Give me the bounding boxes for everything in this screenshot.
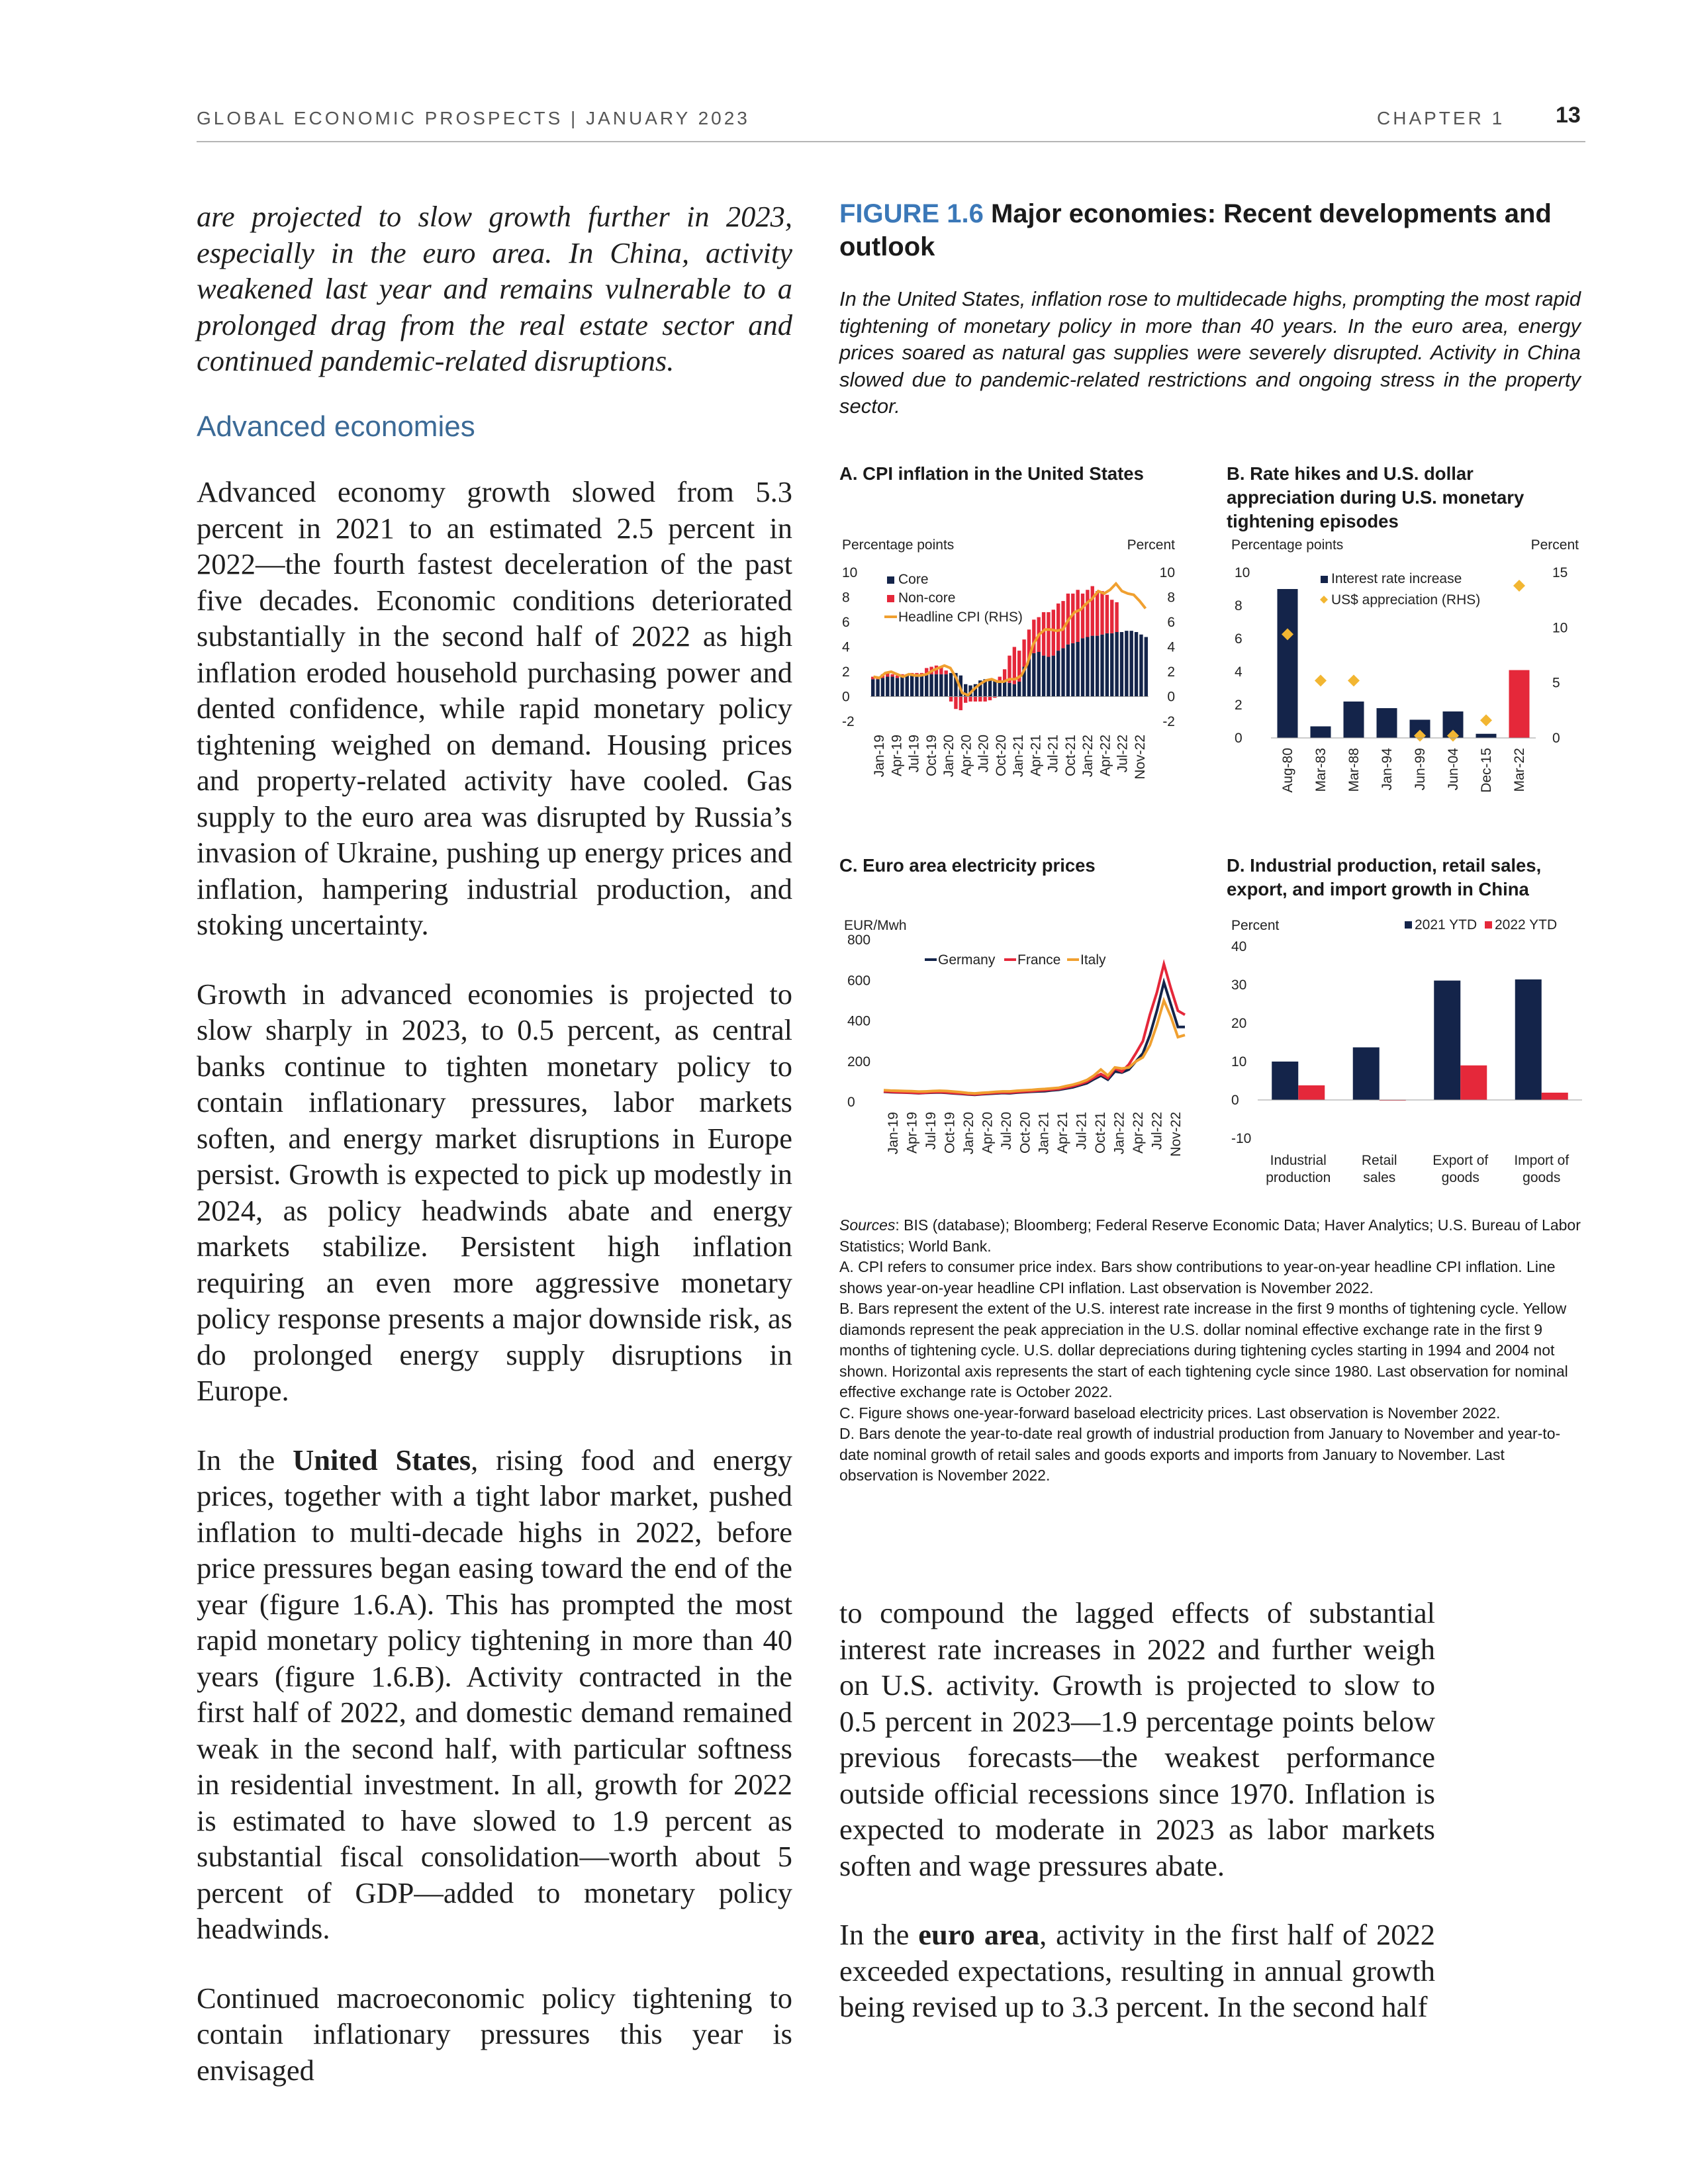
x-tick-label: Import of bbox=[1514, 1153, 1570, 1168]
legend-core: Core bbox=[898, 572, 929, 587]
legend-swatch-usd bbox=[1320, 596, 1328, 604]
x-tick-label: Jan-94 bbox=[1380, 748, 1395, 791]
diamond-usd-appreciation bbox=[1513, 580, 1525, 592]
x-tick-label: Dec-15 bbox=[1479, 748, 1494, 793]
x-tick-label: Jul-21 bbox=[1045, 735, 1061, 773]
x-tick-label: Apr-22 bbox=[1098, 735, 1113, 777]
bar-non-core bbox=[1100, 591, 1103, 635]
bar-non-core bbox=[998, 677, 1002, 681]
panel-b-title: B. Rate hikes and U.S. dollar appreciation during U.S. monetary tightening episodes bbox=[1227, 463, 1524, 531]
bar-core bbox=[1135, 632, 1138, 697]
x-tick-label: Mar-22 bbox=[1512, 748, 1527, 792]
y-tick-label: 4 bbox=[1235, 664, 1243, 680]
running-header: GLOBAL ECONOMIC PROSPECTS | JANUARY 2023 bbox=[197, 108, 750, 128]
panel-c-title: C. Euro area electricity prices bbox=[839, 855, 1096, 876]
bar-core bbox=[896, 678, 899, 696]
bar-core bbox=[1032, 653, 1035, 697]
bar-non-core bbox=[1003, 669, 1006, 680]
bar-non-core bbox=[954, 697, 957, 709]
line-germany bbox=[884, 982, 1185, 1095]
paragraph: to compound the lagged effects of substantial interest rate increases in 2022 and further weigh on U.S. activity. Growth is projected to slow to 0.5 percent in 2023—1.9 percentage points below previous forecasts—the weakest performance outside official recessions since 1970. Inflation is expected to moderate in 2023 as labor markets soften and wage pressures abate. bbox=[839, 1596, 1435, 1882]
legend-swatch-rate bbox=[1321, 576, 1328, 583]
bar-rate-increase bbox=[1278, 589, 1298, 738]
bar-2022-ytd bbox=[1460, 1066, 1487, 1100]
diamond-usd-appreciation bbox=[1315, 674, 1327, 686]
header-rule bbox=[197, 141, 1585, 142]
y-tick-label-right: 10 bbox=[1552, 620, 1568, 636]
bar-non-core bbox=[1056, 604, 1060, 651]
x-tick-label: Retail bbox=[1361, 1153, 1397, 1168]
bar-2022-ytd bbox=[1542, 1093, 1568, 1100]
bar-core bbox=[881, 678, 884, 696]
y-tick-label-right: 8 bbox=[1167, 590, 1175, 606]
x-tick-label: Apr-19 bbox=[889, 735, 905, 777]
legend-usd: US$ appreciation (RHS) bbox=[1331, 592, 1481, 608]
x-tick-label: Export of bbox=[1432, 1153, 1489, 1168]
y-tick-label-right: 4 bbox=[1167, 639, 1175, 655]
bar-2021-ytd bbox=[1515, 979, 1542, 1100]
x-tick-label: Apr-21 bbox=[1055, 1112, 1071, 1154]
paragraph: Advanced economy growth slowed from 5.3 percent in 2021 to an estimated 2.5 percent in 2022—the fourth fastest deceleration of the past five decades. Economic conditions deteriorated substantially in the second half of 2022 as high inflation eroded household purchasing power and dented confidence, while rapid monetary policy tightening weighed on demand. Housing prices and property-related activity have cooled. Gas supply to the euro area was disrupted by Russia’s invasion of Ukraine, pushing up energy prices and inflation, hampering industrial production, and stoking uncertainty. bbox=[197, 475, 792, 941]
note-c: C. Figure shows one-year-forward baseload electricity prices. Last observation is November 2022. bbox=[839, 1404, 1501, 1422]
x-tick-label: Oct-21 bbox=[1062, 735, 1078, 777]
bar-non-core bbox=[1071, 594, 1074, 643]
y-tick-label: 0 bbox=[847, 1095, 855, 1110]
bar-core bbox=[1086, 637, 1089, 697]
bar-non-core bbox=[945, 670, 948, 674]
legend-non-core: Non-core bbox=[898, 590, 956, 606]
bar-core bbox=[1008, 683, 1011, 697]
sources-label: Sources bbox=[839, 1216, 896, 1234]
bar-non-core bbox=[1110, 600, 1113, 633]
y-tick-label: 10 bbox=[842, 565, 858, 580]
y-axis-label-left: Percentage points bbox=[1231, 537, 1344, 553]
figure-notes bbox=[839, 1215, 1583, 1486]
x-tick-label: Nov-22 bbox=[1168, 1112, 1184, 1157]
legend-rate: Interest rate increase bbox=[1331, 571, 1462, 586]
bar-rate-increase bbox=[1344, 702, 1364, 738]
bar-core bbox=[993, 680, 996, 696]
legend-headline: Headline CPI (RHS) bbox=[898, 610, 1023, 625]
bar-core bbox=[900, 677, 904, 697]
legend-swatch-2022 bbox=[1485, 921, 1492, 929]
y-tick-label-right: 2 bbox=[1167, 664, 1175, 680]
x-tick-label: Apr-20 bbox=[959, 735, 974, 777]
bar-core bbox=[1105, 633, 1109, 697]
chapter-label: CHAPTER 1 bbox=[1377, 108, 1505, 128]
bar-core bbox=[939, 674, 943, 697]
x-tick-label: Jun-99 bbox=[1413, 748, 1428, 791]
intro-paragraph: are projected to slow growth further in 2023, especially in the euro area. In China, activity weakened last year and remains vulnerable to a prolonged drag from the real estate sector and continued pandemic-related disruptions. bbox=[197, 200, 792, 377]
y-tick-label: 0 bbox=[842, 689, 850, 705]
bar-non-core bbox=[978, 697, 982, 702]
y-tick-label-right: 0 bbox=[1552, 731, 1560, 746]
y-tick-label: 8 bbox=[842, 590, 850, 606]
y-tick-label: 40 bbox=[1231, 939, 1247, 954]
bar-core bbox=[910, 676, 914, 697]
x-tick-label: Jan-21 bbox=[1011, 735, 1027, 778]
x-tick-label: goods bbox=[1523, 1170, 1561, 1185]
bar-non-core bbox=[974, 697, 977, 702]
x-tick-label: Jan-19 bbox=[872, 735, 888, 778]
bar-rate-increase bbox=[1377, 708, 1397, 738]
y-tick-label: 800 bbox=[847, 933, 871, 948]
x-tick-label: Oct-19 bbox=[942, 1112, 958, 1154]
bar-core bbox=[920, 676, 923, 697]
bar-core bbox=[1037, 652, 1041, 697]
bar-core bbox=[945, 674, 948, 697]
x-tick-label: Jan-19 bbox=[886, 1112, 902, 1155]
y-axis-label-left: Percentage points bbox=[842, 537, 955, 553]
bar-core bbox=[1100, 635, 1103, 697]
bar-core bbox=[1110, 633, 1113, 697]
line-france bbox=[884, 964, 1185, 1095]
bar-core bbox=[1076, 642, 1079, 697]
bar-core bbox=[935, 674, 938, 697]
bar-non-core bbox=[1047, 612, 1050, 657]
x-tick-label: Mar-83 bbox=[1313, 748, 1329, 792]
y-tick-label: 200 bbox=[847, 1054, 871, 1069]
x-tick-label: Jul-22 bbox=[1115, 735, 1131, 773]
bar-core bbox=[949, 673, 953, 697]
bar-non-core bbox=[1105, 595, 1109, 633]
text: In the bbox=[839, 1918, 919, 1951]
bar-core bbox=[915, 674, 918, 697]
y-tick-label: 8 bbox=[1235, 598, 1243, 614]
bar-non-core bbox=[959, 697, 962, 711]
bar-core bbox=[1081, 638, 1084, 696]
panel-d-title: D. Industrial production, retail sales, export, and import growth in China bbox=[1227, 855, 1542, 899]
figure-title-text: Major economies: Recent developments and outlook bbox=[839, 199, 1552, 261]
x-tick-label: Jun-04 bbox=[1446, 748, 1461, 791]
bar-rate-increase bbox=[1311, 727, 1331, 739]
figure-title bbox=[839, 197, 1581, 263]
bold-term: euro area bbox=[918, 1918, 1040, 1951]
x-tick-label: Jan-22 bbox=[1111, 1112, 1127, 1155]
bar-non-core bbox=[1115, 602, 1118, 632]
y-tick-label: -2 bbox=[842, 714, 855, 729]
bar-core bbox=[890, 677, 894, 697]
x-tick-label: Apr-19 bbox=[904, 1112, 920, 1154]
x-tick-label: sales bbox=[1363, 1170, 1396, 1185]
figure-subtitle: In the United States, inflation rose to multidecade highs, prompting the most rapid tightening of monetary policy in more than 40 years. In the euro area, energy prices soared as natural gas supplies were severely disrupted. Activity in China slowed due to pandemic-related restrictions and ongoing stress in the property sector. bbox=[839, 287, 1581, 418]
bar-core bbox=[1125, 631, 1128, 696]
bar-rate-increase bbox=[1476, 734, 1497, 738]
y-tick-label: 20 bbox=[1231, 1016, 1247, 1031]
y-axis-label: Percent bbox=[1231, 918, 1280, 933]
y-axis-label: EUR/Mwh bbox=[844, 918, 907, 933]
y-tick-label: 30 bbox=[1231, 978, 1247, 993]
bar-core bbox=[1071, 643, 1074, 697]
x-tick-label: Jul-20 bbox=[976, 735, 992, 773]
bar-core bbox=[1096, 636, 1099, 697]
y-tick-label-right: 0 bbox=[1167, 689, 1175, 705]
bar-core bbox=[871, 679, 874, 696]
y-tick-label: -10 bbox=[1231, 1131, 1252, 1146]
bold-term: United States bbox=[293, 1443, 471, 1477]
bar-core bbox=[925, 674, 928, 697]
bar-2022-ytd bbox=[1298, 1085, 1325, 1100]
bar-non-core bbox=[1052, 610, 1055, 655]
legend-2022: 2022 YTD bbox=[1495, 917, 1558, 933]
bar-non-core bbox=[964, 697, 967, 703]
bar-core bbox=[1091, 636, 1094, 697]
bar-non-core bbox=[968, 697, 972, 702]
bar-core bbox=[1145, 637, 1148, 697]
x-tick-label: Aug-80 bbox=[1280, 748, 1295, 793]
y-tick-label-right: 6 bbox=[1167, 615, 1175, 630]
y-tick-label-right: 15 bbox=[1552, 565, 1568, 580]
y-axis-label-right: Percent bbox=[1530, 537, 1579, 553]
left-column bbox=[197, 474, 792, 2121]
x-tick-label: Jul-22 bbox=[1149, 1112, 1165, 1150]
y-tick-label: 2 bbox=[842, 664, 850, 680]
y-tick-label: 6 bbox=[1235, 631, 1243, 647]
bar-core bbox=[1047, 657, 1050, 697]
bar-core bbox=[929, 674, 933, 697]
bar-non-core bbox=[890, 674, 894, 677]
bar-non-core bbox=[1096, 591, 1099, 636]
bar-non-core bbox=[988, 697, 992, 701]
section-heading: Advanced economies bbox=[197, 410, 475, 443]
x-tick-label: Jul-19 bbox=[923, 1112, 939, 1150]
note-b: B. Bars represent the extent of the U.S. interest rate increase in the first 9 months of tightening cycle. Yellow diamonds represent the peak appreciation in the U.S. dollar nominal effective exchange rate in the first 9 months of tightening cycle. U.S. dollar depreciations during tightening cycles starting in 1994 and 2004 not shown. Horizontal axis represents the start of each tightening cycle since 1980. Last observation for nominal effective exchange rate is October 2022. bbox=[839, 1300, 1568, 1400]
x-tick-label: Oct-19 bbox=[923, 735, 939, 777]
y-tick-label: 6 bbox=[842, 615, 850, 630]
y-tick-label: 4 bbox=[842, 639, 850, 655]
x-tick-label: Mar-88 bbox=[1346, 748, 1362, 792]
note-d: D. Bars denote the year-to-date real growth of industrial production from January to November and year-to-date nominal growth of retail sales and goods exports and imports from January to November. Last observation is November 2022. bbox=[839, 1425, 1561, 1484]
sources-note bbox=[839, 1215, 1583, 1257]
bar-core bbox=[988, 680, 992, 696]
y-tick-label: 400 bbox=[847, 1013, 871, 1029]
chart-b-rate-hikes bbox=[1221, 536, 1589, 814]
sources-text: : BIS (database); Bloomberg; Federal Reserve Economic Data; Haver Analytics; U.S. Bureau of Labor Statistics; World Bank. bbox=[839, 1216, 1581, 1255]
y-tick-label: 0 bbox=[1231, 1093, 1239, 1108]
figure-number: FIGURE 1.6 bbox=[839, 199, 984, 228]
bar-2021-ytd bbox=[1434, 981, 1460, 1100]
legend-swatch-core bbox=[887, 576, 894, 584]
x-tick-label: Jan-21 bbox=[1036, 1112, 1052, 1155]
legend-swatch-non-core bbox=[887, 595, 894, 602]
y-tick-label-right: -2 bbox=[1162, 714, 1175, 729]
y-tick-label-right: 10 bbox=[1159, 565, 1175, 580]
y-tick-label: 10 bbox=[1231, 1054, 1247, 1069]
note-a: A. CPI refers to consumer price index. Bars show contributions to year-on-year headline CPI inflation. Line shows year-on-year headline CPI inflation. Last observation is November 2022. bbox=[839, 1258, 1556, 1297]
paragraph bbox=[197, 1442, 792, 1947]
bar-non-core bbox=[949, 697, 953, 702]
x-tick-label: Oct-20 bbox=[993, 735, 1009, 777]
bar-rate-increase bbox=[1509, 670, 1530, 739]
bar-core bbox=[1120, 632, 1123, 697]
x-tick-label: production bbox=[1266, 1170, 1331, 1185]
x-tick-label: Nov-22 bbox=[1132, 735, 1148, 780]
y-tick-label: 0 bbox=[1235, 731, 1243, 746]
bar-core bbox=[1056, 651, 1060, 696]
x-tick-label: Jan-20 bbox=[941, 735, 957, 778]
bar-core bbox=[1130, 631, 1133, 696]
bar-non-core bbox=[915, 673, 918, 674]
bar-core bbox=[1061, 648, 1064, 696]
diamond-usd-appreciation bbox=[1348, 674, 1360, 686]
legend-swatch-2021 bbox=[1405, 921, 1412, 929]
x-tick-label: Jul-21 bbox=[1074, 1112, 1090, 1150]
bar-core bbox=[1042, 656, 1045, 697]
x-tick-label: Industrial bbox=[1270, 1153, 1327, 1168]
diamond-usd-appreciation bbox=[1480, 714, 1492, 726]
y-axis-label-right: Percent bbox=[1127, 537, 1175, 553]
bar-non-core bbox=[1076, 590, 1079, 642]
bar-non-core bbox=[1022, 639, 1025, 666]
bar-core bbox=[1017, 682, 1021, 697]
bar-non-core bbox=[1081, 594, 1084, 639]
bar-non-core bbox=[1086, 590, 1089, 637]
text: In the bbox=[197, 1443, 293, 1477]
x-tick-label: Apr-20 bbox=[980, 1112, 996, 1154]
bar-2021-ytd bbox=[1272, 1062, 1298, 1100]
x-tick-label: Jul-20 bbox=[998, 1112, 1014, 1150]
bar-non-core bbox=[1091, 586, 1094, 636]
text: , rising food and energy prices, together with a tight labor market, pushed inflation to multi-decade highs in 2022, before price pressures began easing toward the end of the year (figure 1.6.A). This has prompted the most rapid monetary policy tightening in more than 40 years (figure 1.6.B). Activity contracted in the first half of 2022, and domestic demand remained weak in the second half, with particular softness in residential investment. In all, growth for 2022 is estimated to have slowed to 1.9 percent as substantial fiscal consolidation—worth about 5 percent of GDP—added to monetary policy headwinds. bbox=[197, 1443, 793, 1945]
bar-core bbox=[886, 677, 889, 697]
x-tick-label: Oct-20 bbox=[1017, 1112, 1033, 1154]
legend-france: France bbox=[1017, 952, 1061, 968]
bar-core bbox=[876, 679, 879, 696]
paragraph bbox=[839, 1917, 1435, 2025]
bar-non-core bbox=[983, 697, 986, 702]
x-tick-label: Jan-22 bbox=[1080, 735, 1096, 778]
x-tick-label: Apr-21 bbox=[1028, 735, 1044, 777]
bar-core bbox=[1013, 684, 1016, 697]
bar-core bbox=[1139, 635, 1143, 697]
bar-2021-ytd bbox=[1353, 1048, 1380, 1100]
paragraph: Continued macroeconomic policy tightening to contain inflationary pressures this year is envisaged bbox=[197, 1981, 792, 2087]
y-tick-label-right: 5 bbox=[1552, 675, 1560, 691]
page-number: 13 bbox=[1556, 103, 1581, 128]
legend-2021: 2021 YTD bbox=[1415, 917, 1477, 933]
chart-c-electricity-prices bbox=[834, 910, 1205, 1188]
x-tick-label: Jul-19 bbox=[906, 735, 922, 773]
bar-core bbox=[1052, 656, 1055, 697]
y-tick-label: 10 bbox=[1235, 565, 1250, 580]
y-tick-label: 2 bbox=[1235, 698, 1243, 713]
x-tick-label: Oct-21 bbox=[1093, 1112, 1109, 1154]
legend-italy: Italy bbox=[1080, 952, 1106, 968]
text: , activity in the first half of 2022 exceeded expectations, resulting in annual growth being revised up to 3.3 percent. In the second half bbox=[839, 1918, 1435, 2023]
x-tick-label: Apr-22 bbox=[1130, 1112, 1146, 1154]
bar-non-core bbox=[1042, 612, 1045, 656]
chart-a-cpi-inflation bbox=[834, 536, 1205, 814]
x-tick-label: Jan-20 bbox=[961, 1112, 976, 1155]
bar-core bbox=[906, 676, 909, 697]
bar-core bbox=[1115, 632, 1118, 697]
x-tick-label: goods bbox=[1441, 1170, 1479, 1185]
legend-germany: Germany bbox=[938, 952, 996, 968]
y-tick-label: 600 bbox=[847, 973, 871, 989]
panel-a-title: A. CPI inflation in the United States bbox=[839, 463, 1144, 484]
bar-core bbox=[1066, 645, 1070, 697]
right-column bbox=[839, 1595, 1435, 2058]
chart-d-china-growth bbox=[1221, 910, 1589, 1188]
paragraph: Growth in advanced economies is projected to slow sharply in 2023, to 0.5 percent, as central banks continue to tighten monetary policy to contain inflationary pressures, labor markets soften, and energy market disruptions in Europe persist. Growth is expected to pick up modestly in 2024, as policy headwinds abate and energy markets stabilize. Persistent high inflation requiring an even more aggressive monetary policy response presents a major downside risk, as do prolonged energy supply disruptions in Europe. bbox=[197, 977, 792, 1407]
